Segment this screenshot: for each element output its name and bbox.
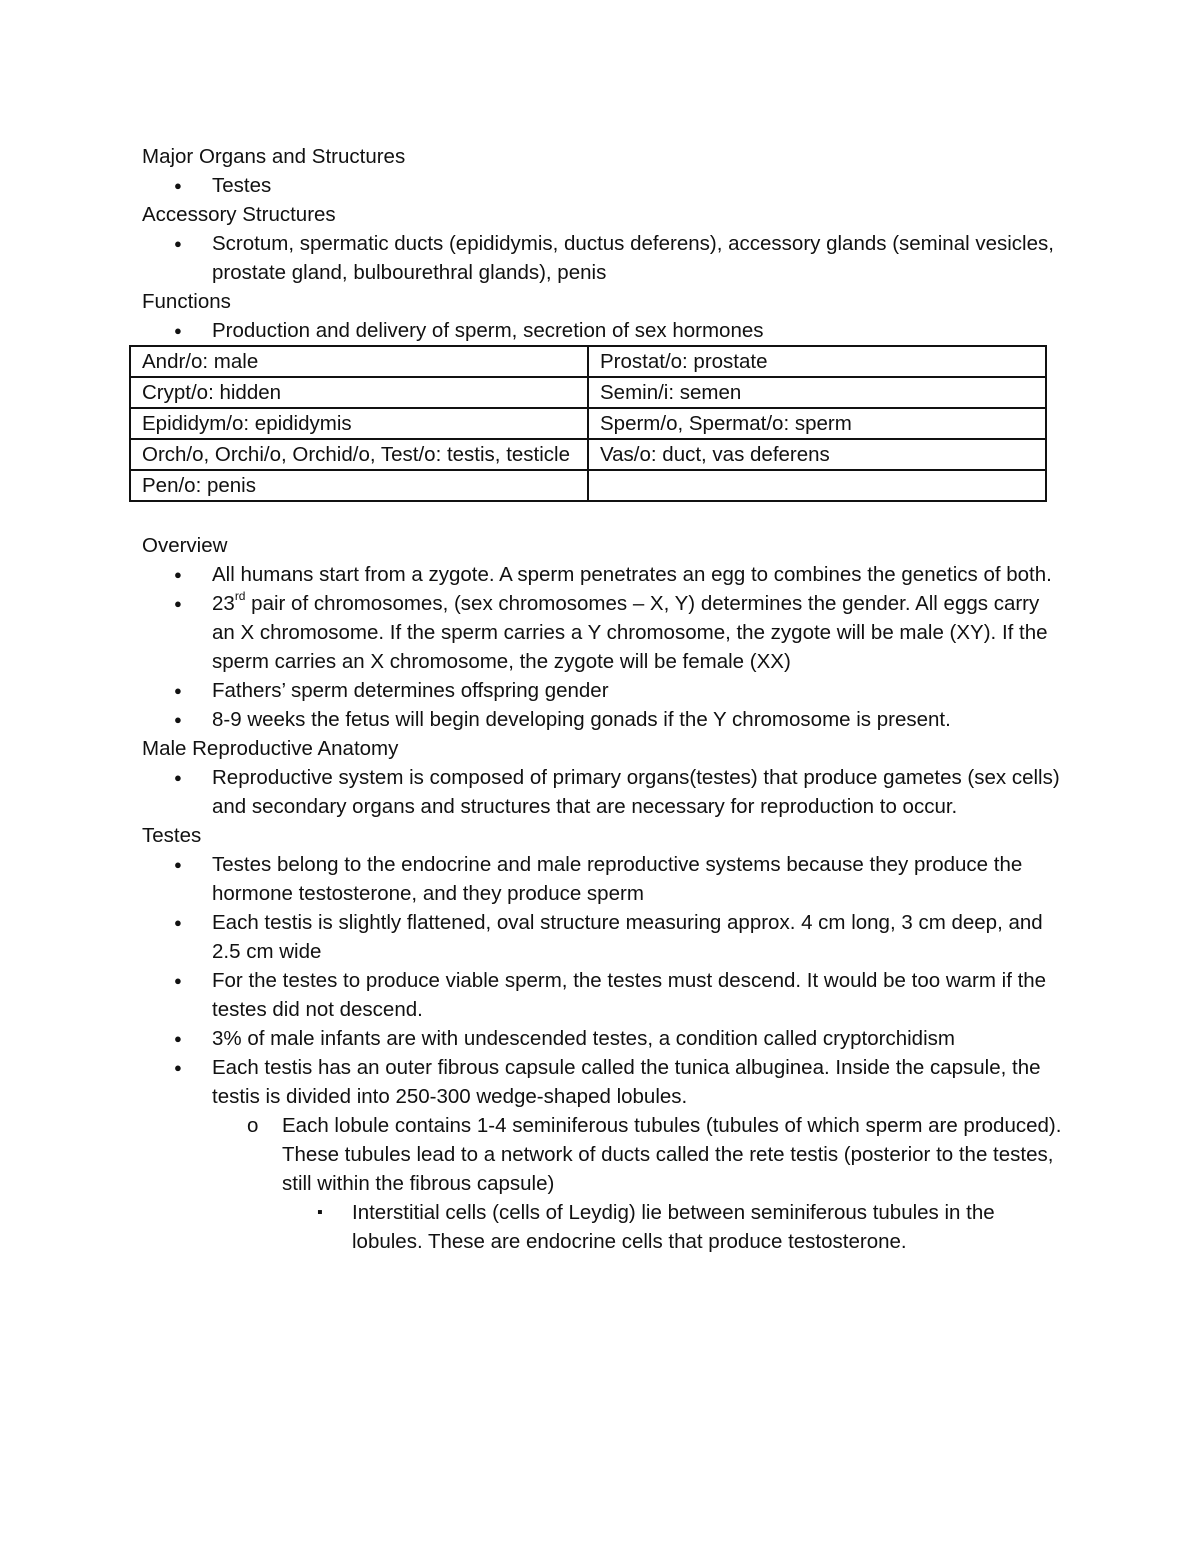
list-item: ● All humans start from a zygote. A sperm penetrates an egg to combines the genetics of both.: [142, 560, 1062, 589]
list-item: ● 3% of male infants are with undescended testes, a condition called cryptorchidism: [142, 1024, 1062, 1053]
testes-list: [142, 850, 1062, 1256]
heading-accessory-structures: Accessory Structures: [142, 203, 336, 226]
table-cell: Orch/o, Orchi/o, Orchid/o, Test/o: testis, testicle: [130, 439, 588, 470]
list-item: ● For the testes to produce viable sperm, the testes must descend. It would be too warm if the testes did not descend.: [142, 966, 1062, 1024]
major-organs-list: [142, 171, 1062, 200]
terminology-table: [129, 345, 1047, 502]
anatomy-list: [142, 763, 1062, 821]
table-row: [130, 377, 1046, 408]
sub-list-item: o Each lobule contains 1-4 seminiferous tubules (tubules of which sperm are produced). These tubules lead to a network of ducts called the rete testis (posterior to the testes, still within the fibrous capsule): [142, 1111, 1062, 1198]
heading-overview: Overview: [142, 534, 228, 557]
heading-functions: Functions: [142, 290, 231, 313]
table-row: [130, 408, 1046, 439]
table-cell: [588, 470, 1046, 501]
heading-major-organs: Major Organs and Structures: [142, 145, 406, 168]
list-item: ● Scrotum, spermatic ducts (epididymis, ductus deferens), accessory glands (seminal vesicles, prostate gland, bulbourethral glands), penis: [142, 229, 1062, 287]
heading-male-reproductive-anatomy: Male Reproductive Anatomy: [142, 737, 399, 760]
list-item: ● Production and delivery of sperm, secretion of sex hormones: [142, 316, 1062, 345]
sub-sub-list-item: ▪ Interstitial cells (cells of Leydig) lie between seminiferous tubules in the lobules. These are endocrine cells that produce testosterone.: [142, 1198, 1062, 1256]
list-item-text: pair of chromosomes, (sex chromosomes – X, Y) determines the gender. All eggs carry an X chromosome. If the sperm carries a Y chromosome, the zygote will be male (XY). If the sperm carries an X chromosome, the zygote will be female (XX): [212, 592, 1048, 673]
list-item: ● Reproductive system is composed of primary organs(testes) that produce gametes (sex cells) and secondary organs and structures that are necessary for reproduction to occur.: [142, 763, 1062, 821]
heading-testes: Testes: [142, 824, 202, 847]
list-item: ● Each testis is slightly flattened, oval structure measuring approx. 4 cm long, 3 cm deep, and 2.5 cm wide: [142, 908, 1062, 966]
list-item: ● Fathers’ sperm determines offspring gender: [142, 676, 1062, 705]
table-row: [130, 346, 1046, 377]
accessory-list: [142, 229, 1062, 287]
table-cell: Sperm/o, Spermat/o: sperm: [588, 408, 1046, 439]
table-cell: Semin/i: semen: [588, 377, 1046, 408]
table-cell: Crypt/o: hidden: [130, 377, 588, 408]
table-row: [130, 439, 1046, 470]
table-cell: Andr/o: male: [130, 346, 588, 377]
functions-list: [142, 316, 1062, 345]
list-item: ● Testes belong to the endocrine and male reproductive systems because they produce the hormone testosterone, and they produce sperm: [142, 850, 1062, 908]
ordinal-suffix: rd: [234, 589, 246, 604]
list-item: ● Testes: [142, 171, 1062, 200]
table-cell: Prostat/o: prostate: [588, 346, 1046, 377]
list-item: ● 8-9 weeks the fetus will begin developing gonads if the Y chromosome is present.: [142, 705, 1062, 734]
list-item: ● Each testis has an outer fibrous capsule called the tunica albuginea. Inside the capsule, the testis is divided into 250-300 wedge-shaped lobules.: [142, 1053, 1062, 1111]
table-cell: Epididym/o: epididymis: [130, 408, 588, 439]
table-row: [130, 470, 1046, 501]
table-cell: Vas/o: duct, vas deferens: [588, 439, 1046, 470]
ordinal-number: 23: [212, 592, 235, 615]
table-cell: Pen/o: penis: [130, 470, 588, 501]
spacer: [142, 502, 1062, 531]
list-item: [142, 589, 1062, 676]
document-page: [142, 142, 1062, 1256]
overview-list: [142, 560, 1062, 734]
